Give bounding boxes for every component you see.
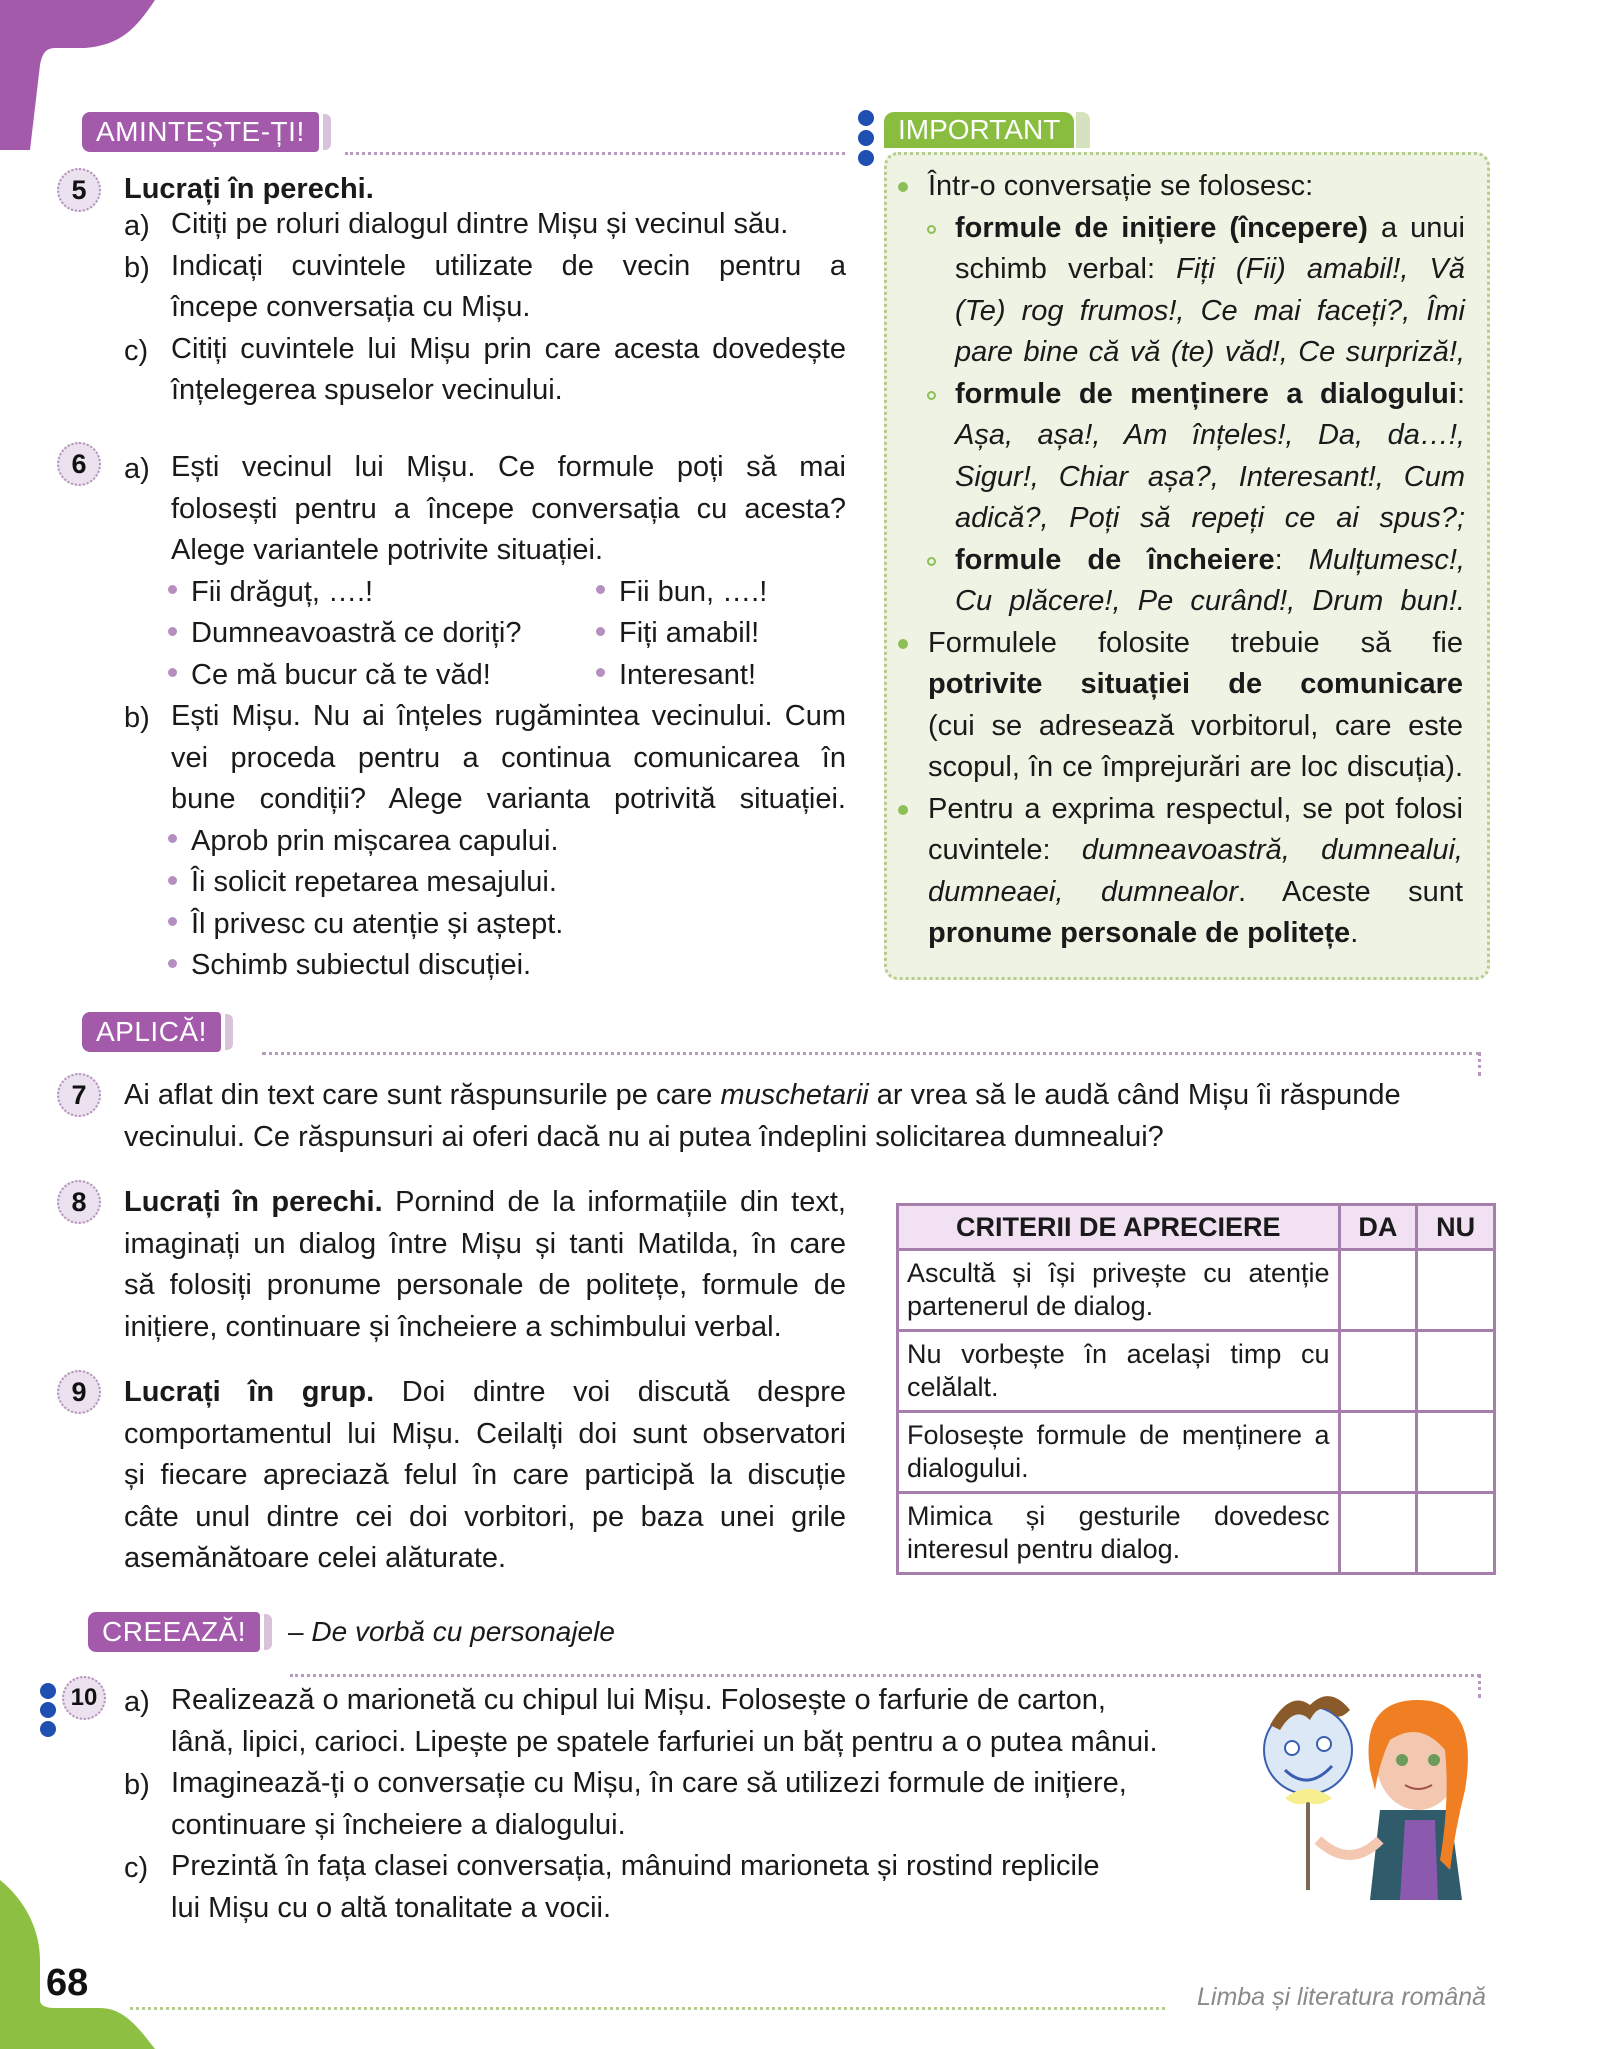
blue-dots-icon (40, 1683, 56, 1737)
paragraph-line (124, 1538, 846, 1580)
item-text-line: Indicați cuvintele utilizate de vecin pentru a (171, 249, 846, 282)
section-title: IMPORTANT (884, 112, 1074, 148)
important-line (955, 540, 1465, 582)
paragraph-line (124, 1372, 846, 1414)
column-header: DA (1339, 1205, 1417, 1250)
text: Pentru a exprima respectul, se pot folosi (928, 792, 1463, 825)
text: a unui (1367, 211, 1465, 244)
section-tag-remember (82, 112, 331, 152)
item-label: b) (124, 702, 150, 734)
option-item: Dumneavoastră ce doriți? (168, 613, 521, 655)
item-text-line: Prezintă în fața clasei conversația, mânuind marioneta și rostind replicile (171, 1850, 1100, 1882)
item-label: c) (124, 334, 149, 367)
italic-text: pare bine că vă (te) văd!, Ce surpriză!, (955, 336, 1465, 368)
da-cell[interactable] (1339, 1493, 1417, 1574)
item-text-line: Alege variantele potrivite situației. (171, 534, 604, 566)
tag-notch (323, 114, 331, 150)
item-text-line: lână, lipici, carioci. Lipește pe spatele farfuriei un băț pentru a o putea mânui. (171, 1725, 1158, 1758)
text: și fiecare apreciază felul în care participă la discuție (124, 1459, 846, 1491)
bold-text: Lucrați în perechi. (124, 1186, 383, 1218)
exercise-number-6: 6 (57, 442, 101, 486)
divider (1478, 1052, 1481, 1076)
nu-cell[interactable] (1417, 1412, 1495, 1493)
text: inițiere, continuare și încheiere a schimbului verbal. (124, 1310, 782, 1343)
book-title: Limba și literatura română (1197, 1983, 1487, 2011)
section-title: APLICĂ! (82, 1012, 221, 1052)
bold-text: pronume personale de politețe (928, 917, 1351, 949)
important-line (928, 664, 1463, 706)
text: vecinului. Ce răspunsuri ai oferi dacă nu ai putea îndeplini solicitarea dumnealui? (124, 1120, 1164, 1153)
item-text-line: Ești Mișu. Nu ai înțeles rugămintea vecinului. Cum (171, 700, 846, 732)
section-tag-create (88, 1612, 615, 1652)
item-text-line: vei proceda pentru a continua comunicarea în (171, 741, 846, 774)
bold-text: formule de menținere a dialogului (955, 377, 1457, 410)
da-cell[interactable] (1339, 1412, 1417, 1493)
important-line (955, 415, 1465, 457)
text: Pornind de la informațiile din text, (382, 1186, 846, 1218)
tag-notch (264, 1614, 272, 1650)
section-tag-important (884, 112, 1090, 148)
section-tag-apply (82, 1012, 233, 1052)
text: imaginați un dialog între Mișu și tanti Matilda, în care (124, 1227, 846, 1260)
text: câte unul dintre cei doi vorbitori, pe baza unei grile (124, 1500, 846, 1533)
option-item: Îl privesc cu atenție și aștept. (168, 904, 563, 946)
option-item: Ce mă bucur că te văd! (168, 655, 491, 697)
girl-dress (1400, 1820, 1438, 1900)
text: asemănătoare celei alăturate. (124, 1542, 507, 1574)
table-row (898, 1412, 1495, 1493)
italic-text: Cu plăcere!, Pe curând!, Drum bun!. (955, 585, 1465, 617)
criteria-table (896, 1203, 1496, 1575)
italic-text: dumneaei, dumnealor (928, 875, 1238, 908)
exercise-number-7: 7 (57, 1073, 101, 1117)
important-line (928, 913, 1463, 955)
divider (345, 152, 845, 155)
da-cell[interactable] (1339, 1331, 1417, 1412)
item-text-line: Realizează o marionetă cu chipul lui Mișu. Folosește o farfurie de carton, (171, 1684, 1106, 1716)
paragraph-line (124, 1455, 846, 1497)
divider (262, 1052, 1480, 1055)
item-label: a) (124, 1686, 150, 1718)
table-header-row (898, 1205, 1495, 1250)
important-line (955, 291, 1465, 333)
item-text-line: Citiți cuvintele lui Mișu prin care acesta dovedește (171, 332, 846, 365)
text: (cui se adresează vorbitorul, care este (928, 709, 1463, 742)
option-item: Fii drăguț, ….! (168, 572, 373, 614)
item-label: a) (124, 453, 150, 485)
nu-cell[interactable] (1417, 1493, 1495, 1574)
girl-with-puppet-illustration (1240, 1680, 1480, 1900)
table-row (898, 1331, 1495, 1412)
da-cell[interactable] (1339, 1250, 1417, 1331)
text: schimb verbal: (955, 253, 1177, 285)
page-number: 68 (46, 1962, 89, 2004)
italic-text: Sigur!, Chiar așa?, Interesant!, Cum (955, 460, 1465, 493)
paragraph-line (124, 1414, 846, 1456)
exercise-number-9: 9 (57, 1370, 101, 1414)
important-line (955, 374, 1465, 416)
item-label: c) (124, 1852, 149, 1884)
text: . (1350, 917, 1359, 949)
text: Într-o conversație se folosesc: (928, 170, 1314, 202)
section-title: AMINTEȘTE-ȚI! (82, 112, 319, 152)
paragraph-line (124, 1307, 846, 1349)
italic-text: dumneavoastră, dumnealui, (1081, 834, 1463, 866)
text: comportamentul lui Mișu. Ceilalți doi sunt observatori (124, 1417, 846, 1450)
item-label: a) (124, 210, 150, 242)
criterion-cell: Nu vorbește în același timp cu celălalt. (898, 1331, 1340, 1412)
item-text-line: folosești pentru a începe conversația cu acesta? (171, 492, 846, 525)
important-line (928, 166, 1463, 208)
paragraph-line (124, 1182, 846, 1224)
option-item: Îi solicit repetarea mesajului. (168, 862, 557, 904)
option-item: Interesant! (596, 655, 756, 697)
column-header: NU (1417, 1205, 1495, 1250)
tag-notch (225, 1014, 233, 1050)
table-row (898, 1250, 1495, 1331)
item-text-line: Citiți pe roluri dialogul dintre Mișu și vecinul său. (171, 208, 789, 240)
text: . Aceste sunt (1238, 875, 1464, 908)
text: să folosiți pronume personale de politețe, formule de (124, 1269, 846, 1301)
text: Formulele folosite trebuie să fie (928, 626, 1463, 659)
text: : (1274, 543, 1309, 576)
item-text-line: continuare și încheiere a dialogului. (171, 1808, 626, 1841)
bold-text: potrivite situației de comunicare (928, 668, 1463, 700)
text: ar vrea să le audă când Mișu îi răspunde (868, 1079, 1401, 1111)
text: : (1456, 377, 1465, 410)
criterion-cell: Folosește formule de menținere a dialogului. (898, 1412, 1340, 1493)
important-line (928, 830, 1463, 872)
blue-dots-icon (858, 110, 874, 166)
italic-text: Fiți (Fii) amabil!, Vă (1176, 253, 1465, 285)
item-text-line: Ești vecinul lui Mișu. Ce formule poți să mai (171, 451, 846, 483)
ex7-line (124, 1117, 1484, 1159)
table-row (898, 1493, 1495, 1574)
italic-text: (Te) rog frumos!, Ce mai faceți?, Îmi (955, 294, 1465, 327)
text: scopul, în ce împrejurări are loc discuția). (928, 751, 1463, 783)
important-line (928, 872, 1463, 914)
italic-text: muschetarii (720, 1079, 869, 1111)
text: cuvintele: (928, 834, 1082, 866)
important-line (928, 789, 1463, 831)
important-line (955, 457, 1465, 499)
important-line (928, 623, 1463, 665)
important-line (928, 706, 1463, 748)
section-title: CREEAZĂ! (88, 1612, 260, 1652)
italic-text: Așa, așa!, Am înțeles!, Da, da…!, (955, 419, 1465, 451)
criterion-cell: Mimica și gesturile dovedesc interesul pentru dialog. (898, 1493, 1340, 1574)
paragraph-line (124, 1265, 846, 1307)
text: Doi dintre voi discută despre (374, 1376, 846, 1408)
item-text-line: bune condiții? Alege varianta potrivită situației. (171, 783, 846, 815)
italic-text: Mulțumesc!, (1308, 543, 1465, 576)
important-line (928, 747, 1463, 789)
important-line (955, 581, 1465, 623)
exercise-number-5: 5 (57, 168, 101, 212)
nu-cell[interactable] (1417, 1250, 1495, 1331)
item-text-line: lui Mișu cu o altă tonalitate a vocii. (171, 1891, 612, 1924)
option-item: Fii bun, ….! (596, 572, 767, 614)
item-label: b) (124, 1769, 150, 1801)
ex7-line (124, 1075, 1484, 1117)
bold-text: formule de inițiere (începere) (955, 211, 1368, 244)
item-text-line: Imaginează-ți o conversație cu Mișu, în care să utilizezi formule de inițiere, (171, 1767, 1127, 1799)
ex5-title: Lucrați în perechi. (124, 173, 374, 205)
important-line (955, 249, 1465, 291)
item-text-line: înțelegerea spuselor vecinului. (171, 374, 563, 406)
italic-text: adică?, Poți să repeți ce ai spus?; (955, 502, 1465, 534)
option-item: Fiți amabil! (596, 613, 759, 655)
footer-divider (130, 2007, 1165, 2010)
bold-text: formule de încheiere (955, 543, 1275, 576)
divider (290, 1674, 1480, 1677)
exercise-number-8: 8 (57, 1180, 101, 1224)
item-text-line: începe conversația cu Mișu. (171, 291, 531, 323)
nu-cell[interactable] (1417, 1331, 1495, 1412)
paragraph-line (124, 1224, 846, 1266)
item-label: b) (124, 251, 150, 284)
bold-text: Lucrați în grup. (124, 1376, 375, 1408)
section-subtitle: – De vorbă cu personajele (288, 1616, 615, 1647)
important-line (955, 498, 1465, 540)
paragraph-line (124, 1497, 846, 1539)
column-header: CRITERII DE APRECIERE (898, 1205, 1340, 1250)
text: Ai aflat din text care sunt răspunsurile pe care (124, 1079, 721, 1111)
criterion-cell: Ascultă și își privește cu atenție partenerul de dialog. (898, 1250, 1340, 1331)
exercise-number-10: 10 (62, 1676, 106, 1720)
important-line (955, 332, 1465, 374)
important-line (955, 208, 1465, 250)
option-item: Schimb subiectul discuției. (168, 945, 531, 987)
tag-notch (1076, 112, 1090, 148)
option-item: Aprob prin mișcarea capului. (168, 821, 559, 863)
